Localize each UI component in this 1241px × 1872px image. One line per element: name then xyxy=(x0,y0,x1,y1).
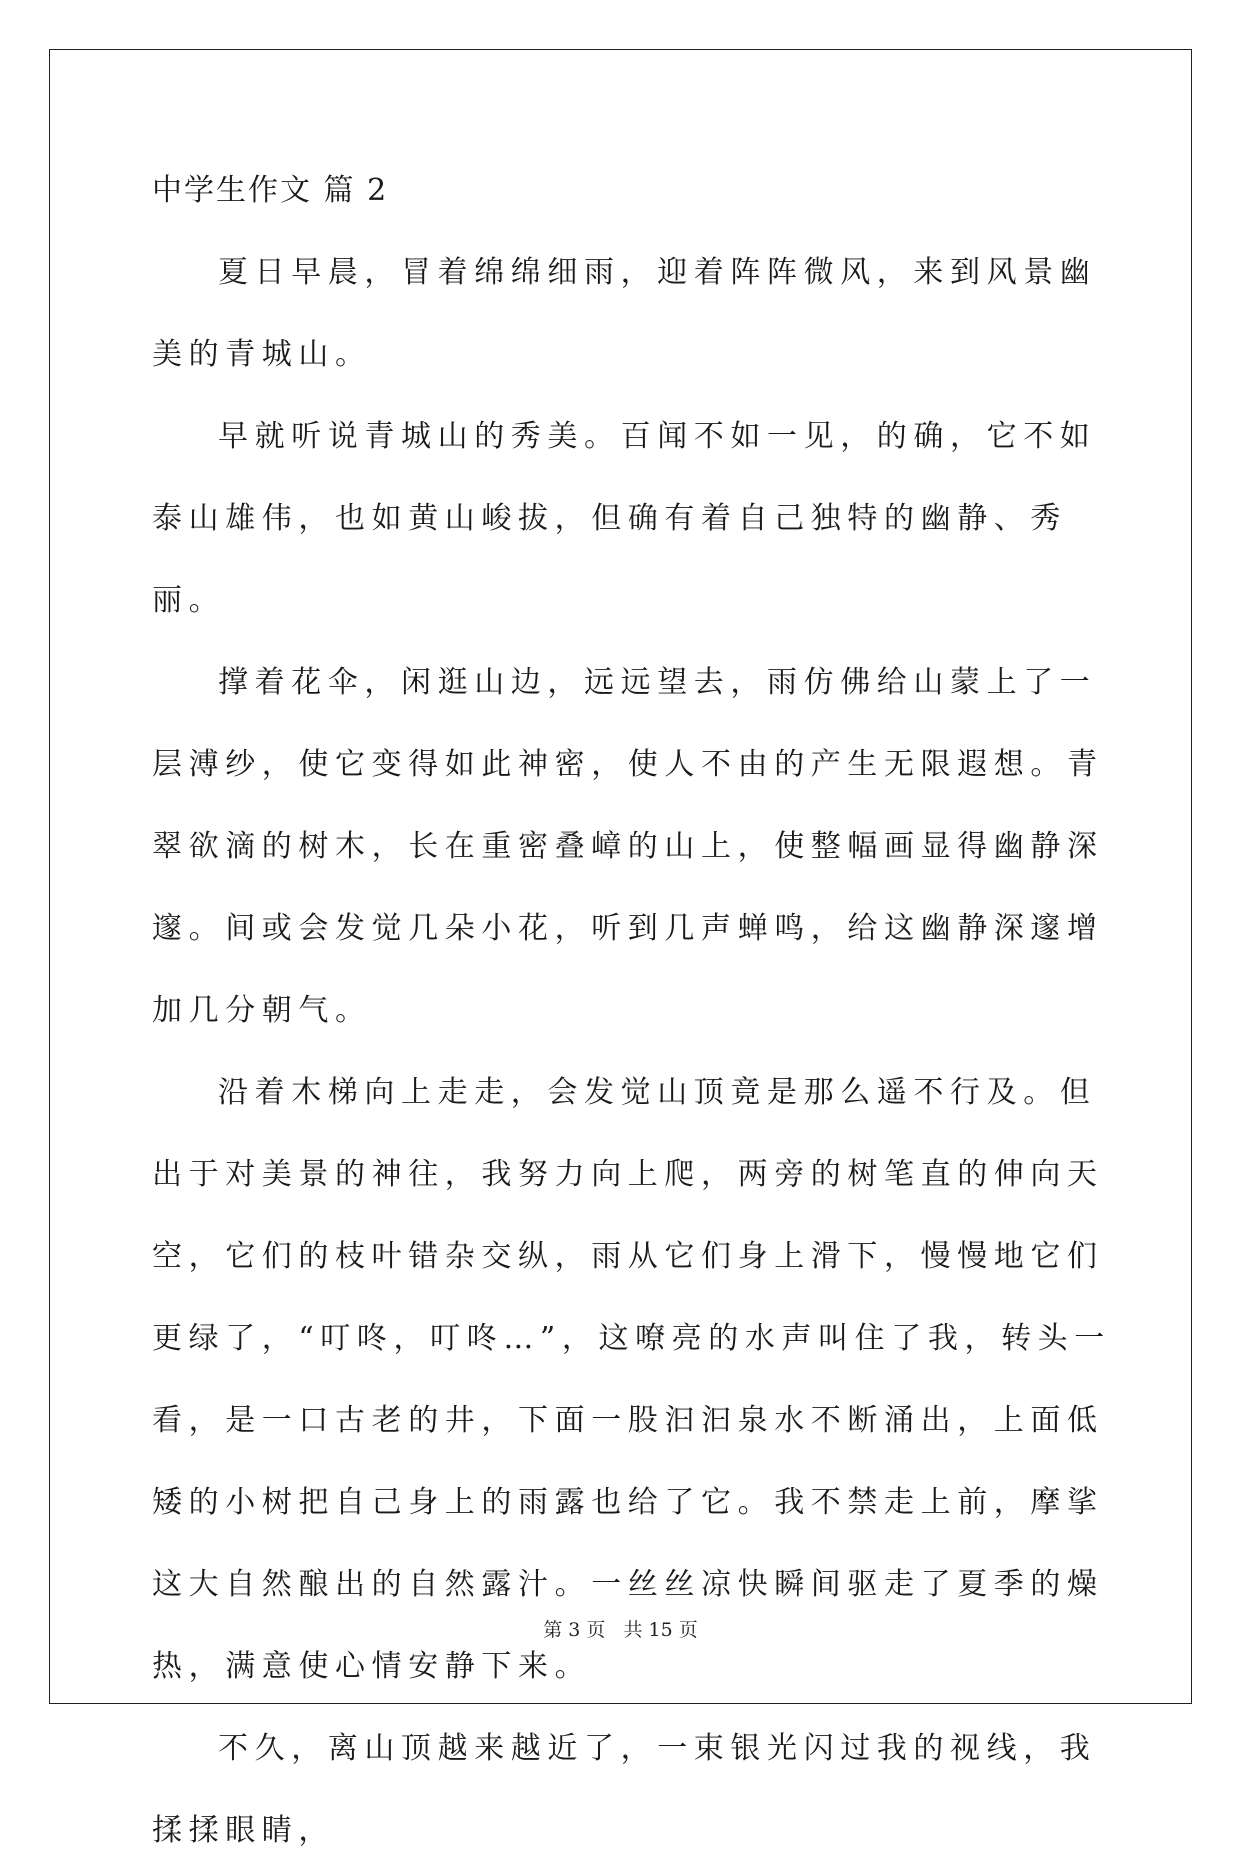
document-title: 中学生作文 篇 2 xyxy=(152,173,389,208)
paragraph: 撑着花伞，闲逛山边，远远望去，雨仿佛给山蒙上了一层溥纱，使它变得如此神密，使人不由的产生无限遐想。青翠欲滴的树木，长在重密叠嶂的山上，使整幅画显得幽静深邃。间或会发觉几朵小花，听到几声蝉鸣，给这幽静深邃增加几分朝气。 xyxy=(152,665,1104,1028)
paragraph: 夏日早晨，冒着绵绵细雨，迎着阵阵微风，来到风景幽美的青城山。 xyxy=(152,255,1097,372)
paragraph: 早就听说青城山的秀美。百闻不如一见，的确，它不如泰山雄伟，也如黄山峻拔，但确有着自己独特的幽静、秀丽。 xyxy=(152,419,1097,618)
paragraph: 沿着木梯向上走走，会发觉山顶竟是那么遥不行及。但出于对美景的神往，我努力向上爬，两旁的树笔直的伸向天空，它们的枝叶错杂交纵，雨从它们身上滑下，慢慢地它们更绿了，“叮咚，叮咚…”，这嘹亮的水声叫住了我，转头一看，是一口古老的井，下面一股汩汩泉水不断涌出，上面低矮的小树把自己身上的雨露也给了它。我不禁走上前，摩挲这大自然酿出的自然露汁。一丝丝凉快瞬间驱走了夏季的燥热，满意使心情安静下来。 xyxy=(152,1075,1111,1684)
page-footer: 第 3 页 共 15 页 xyxy=(543,1619,698,1641)
document-body xyxy=(152,150,1112,1872)
paragraph: 不久，离山顶越来越近了，一束银光闪过我的视线，我揉揉眼睛， xyxy=(152,1731,1097,1848)
